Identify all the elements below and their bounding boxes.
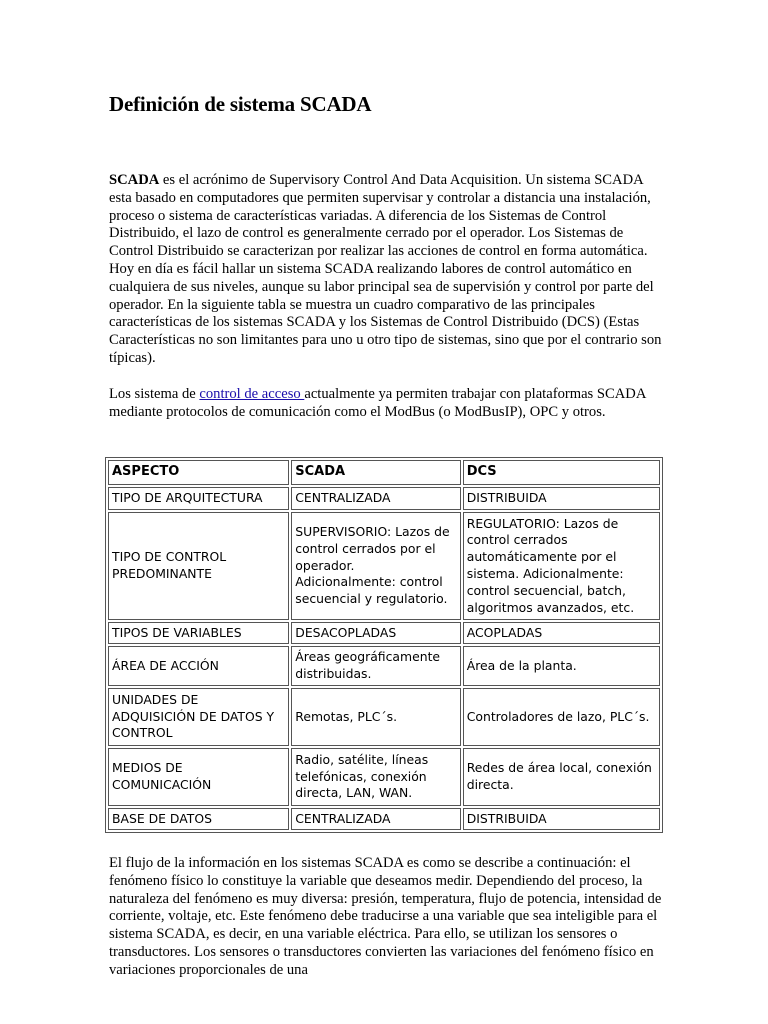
intro-text: es el acrónimo de Supervisory Control And Data Acquisition. Un sistema SCADA esta basado en computadores que permiten supervisar y controlar a distancia una instalación, proceso o sistema de características variadas. A diferencia de los Sistemas de Control Distribuido, el lazo de control es generalmente cerrado por el operador. Los Sistemas de Control Distribuido se caracterizan por realizar las acciones de control en forma automática. Hoy en día es fácil hallar un sistema SCADA realizando labores de control automático en cualquiera de sus niveles, aunque su labor principal sea de supervisión y control por parte del operador. En la siguiente tabla se muestra un cuadro comparativo de las principales características de los sistemas SCADA y los Sistemas de Control Distribuido (DCS) (Estas Características no son limitantes para uno u otro tipo de sistemas, sino que por el contrario son típicas).	[109, 172, 662, 366]
table-cell: Controladores de lazo, PLC´s.	[463, 688, 660, 746]
access-text-after: actualmente ya permiten trabajar con plataformas SCADA mediante protocolos de comunicación como el ModBus (o ModBusIP), OPC y otros.	[109, 386, 646, 420]
table-row	[108, 487, 660, 510]
table-row	[108, 646, 660, 686]
table-header-cell: ASPECTO	[108, 460, 289, 485]
table-header-cell: DCS	[463, 460, 660, 485]
table-cell: TIPO DE CONTROL PREDOMINANTE	[108, 512, 289, 620]
table-cell: CENTRALIZADA	[291, 808, 460, 830]
comparison-table	[105, 457, 663, 833]
access-control-link[interactable]: control de acceso	[199, 386, 305, 402]
access-paragraph	[109, 386, 665, 422]
flow-paragraph: El flujo de la información en los sistemas SCADA es como se describe a continuación: el fenómeno físico lo constituye la variable que deseamos medir. Dependiendo del proceso, la naturaleza del fenómeno es muy diversa: presión, temperatura, flujo de potencia, intensidad de corriente, voltaje, etc. Este fenómeno debe traducirse a una variable que sea inteligible para el sistema SCADA, es decir, en una variable eléctrica. Para ello, se utilizan los sensores o transductores. Los sensores o transductores convierten las variaciones del fenómeno físico en variaciones proporcionales de una	[109, 855, 662, 978]
table-cell: SUPERVISORIO: Lazos de control cerrados por el operador. Adicionalmente: control secuencial y regulatorio.	[291, 512, 460, 620]
table-cell: Redes de área local, conexión directa.	[463, 748, 660, 806]
table-cell: Área de la planta.	[463, 646, 660, 686]
table-row	[108, 808, 660, 830]
table-cell: UNIDADES DE ADQUISICIÓN DE DATOS Y CONTROL	[108, 688, 289, 746]
table-cell: TIPO DE ARQUITECTURA	[108, 487, 289, 510]
table-cell: REGULATORIO: Lazos de control cerrados automáticamente por el sistema. Adicionalmente: control secuencial, batch, algoritmos avanzados, etc.	[463, 512, 660, 620]
table-cell: DISTRIBUIDA	[463, 808, 660, 830]
table-cell: ACOPLADAS	[463, 622, 660, 644]
table-cell: Áreas geográficamente distribuidas.	[291, 646, 460, 686]
table-cell: Radio, satélite, líneas telefónicas, conexión directa, LAN, WAN.	[291, 748, 460, 806]
table-header-cell: SCADA	[291, 460, 460, 485]
intro-term: SCADA	[109, 172, 160, 188]
table-cell: BASE DE DATOS	[108, 808, 289, 830]
table-cell: ÁREA DE ACCIÓN	[108, 646, 289, 686]
table-cell: TIPOS DE VARIABLES	[108, 622, 289, 644]
page-title: Definición de sistema SCADA	[109, 92, 372, 116]
access-text-before: Los sistema de	[109, 386, 200, 402]
intro-paragraph	[109, 172, 665, 368]
table-header-row	[108, 460, 660, 485]
table-cell: DESACOPLADAS	[291, 622, 460, 644]
table-row	[108, 622, 660, 644]
table-cell: CENTRALIZADA	[291, 487, 460, 510]
table-cell: DISTRIBUIDA	[463, 487, 660, 510]
table-cell: Remotas, PLC´s.	[291, 688, 460, 746]
table-row	[108, 688, 660, 746]
table-row	[108, 748, 660, 806]
table-row	[108, 512, 660, 620]
table-cell: MEDIOS DE COMUNICACIÓN	[108, 748, 289, 806]
